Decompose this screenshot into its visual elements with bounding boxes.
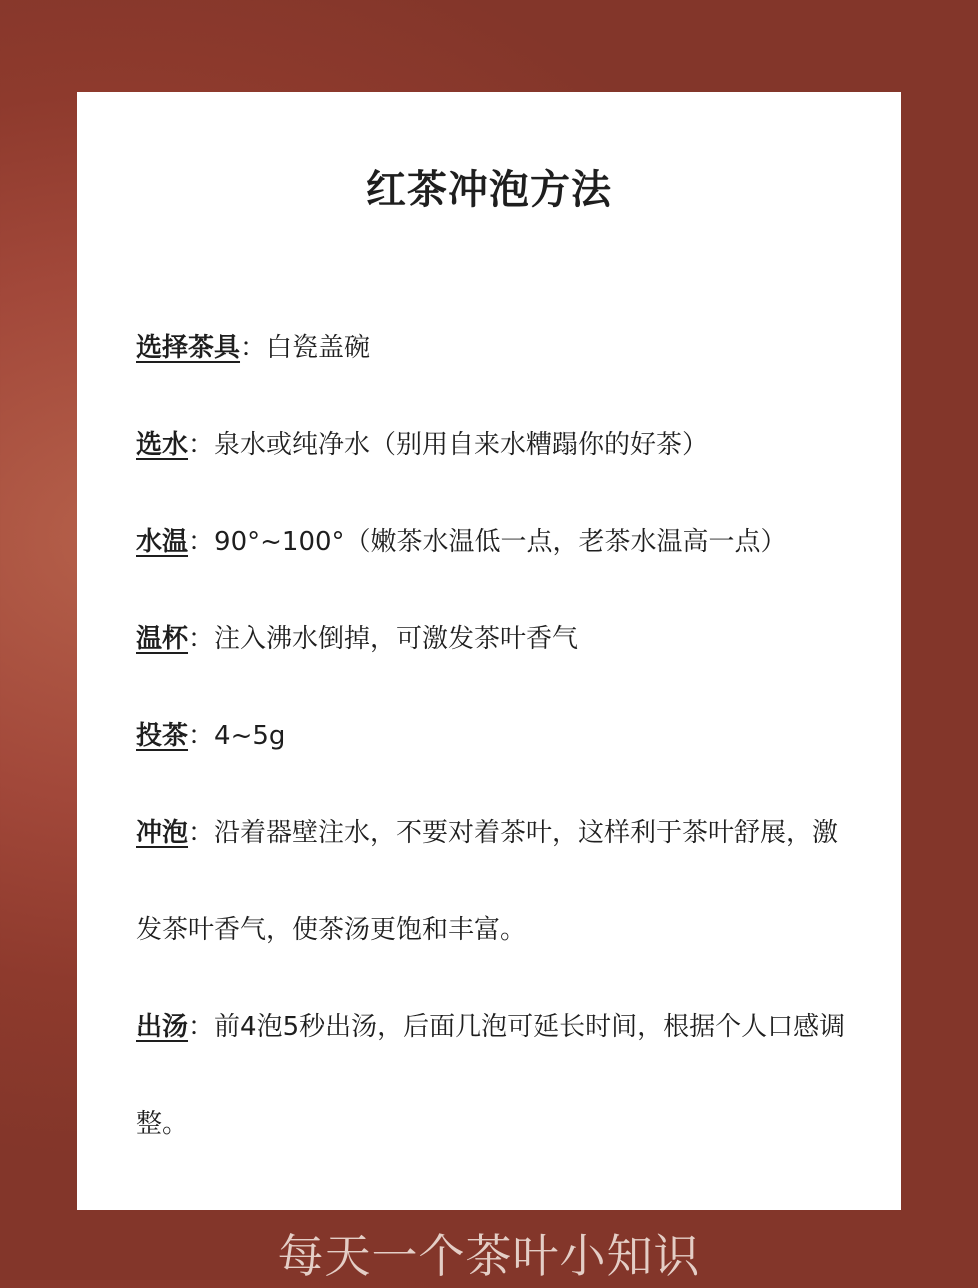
step-separator: ：	[240, 333, 267, 363]
step-label: 温杯	[136, 624, 189, 654]
step-text: 白瓷盖碗	[266, 333, 371, 363]
step-tea-set	[136, 300, 856, 397]
step-text: 前4泡5秒出汤，后面几泡可延长时间，根据个人口感调整。	[136, 1012, 846, 1139]
step-separator: ：	[188, 430, 215, 460]
step-temperature	[136, 494, 856, 591]
step-pour	[136, 979, 856, 1173]
step-text: 注入沸水倒掉，可激发茶叶香气	[214, 624, 579, 654]
step-water	[136, 397, 856, 494]
step-label: 投茶	[136, 721, 189, 751]
step-label: 出汤	[136, 1012, 189, 1042]
step-separator: ：	[188, 818, 215, 848]
step-label: 选水	[136, 430, 189, 460]
step-brew	[136, 785, 856, 979]
page-title: 红茶冲泡方法	[366, 167, 612, 213]
step-text: 4~5g	[214, 721, 286, 751]
brewing-steps	[136, 300, 856, 1173]
step-label: 水温	[136, 527, 189, 557]
step-text: 沿着器壁注水，不要对着茶叶，这样利于茶叶舒展，激发茶叶香气，使茶汤更饱和丰富。	[136, 818, 839, 945]
step-label: 选择茶具	[136, 333, 241, 363]
footer-caption: 每天一个茶叶小知识	[277, 1229, 701, 1283]
step-separator: ：	[188, 1012, 215, 1042]
step-add-tea	[136, 688, 856, 785]
step-warm-cup	[136, 591, 856, 688]
step-label: 冲泡	[136, 818, 189, 848]
step-separator: ：	[188, 721, 215, 751]
step-text: 90°~100°（嫩茶水温低一点，老茶水温高一点）	[214, 527, 787, 557]
step-text: 泉水或纯净水（别用自来水糟蹋你的好茶）	[214, 430, 709, 460]
step-separator: ：	[188, 527, 215, 557]
step-separator: ：	[188, 624, 215, 654]
